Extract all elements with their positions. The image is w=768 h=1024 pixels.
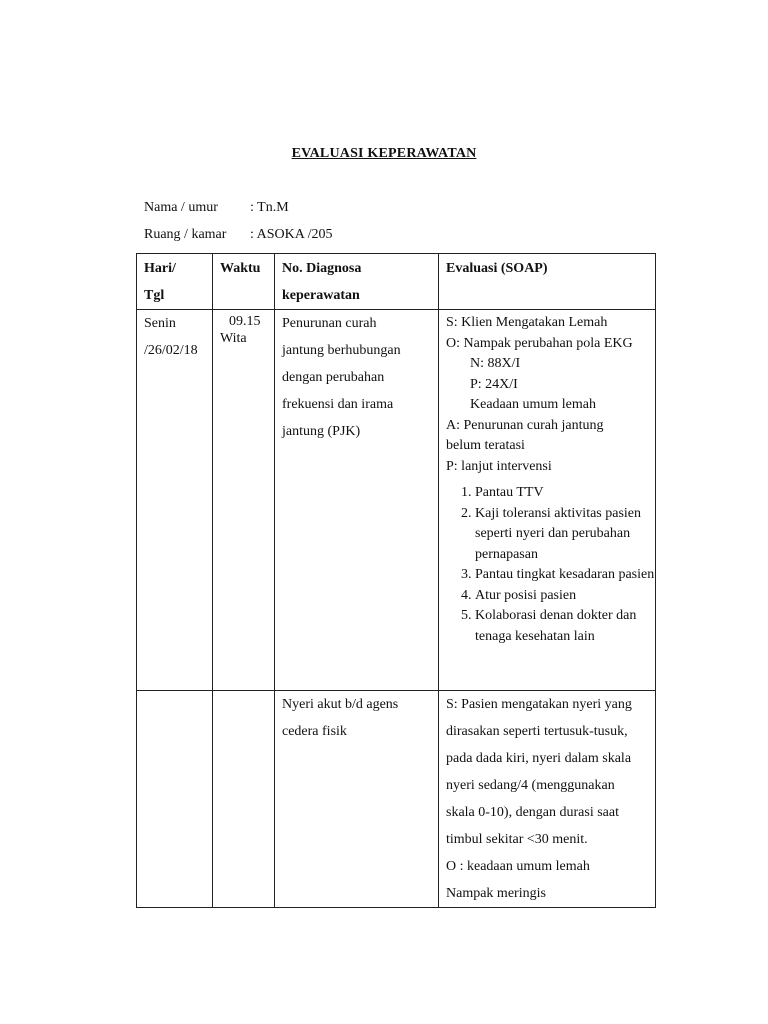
patient-room-line <box>144 227 332 243</box>
patient-name-label: Nama / umur <box>144 200 218 215</box>
row2-soap-line: skala 0-10), dengan durasi saat <box>446 805 619 820</box>
row1-tgl: /26/02/18 <box>144 343 198 358</box>
soap-assessment-cont: belum teratasi <box>446 438 525 453</box>
cell-diagnosa <box>275 691 439 908</box>
header-diagnosa <box>275 254 439 310</box>
row2-diagnosa-line: cedera fisik <box>282 724 347 739</box>
header-diagnosa-line2: keperawatan <box>282 288 360 303</box>
row1-diagnosa-line: dengan perubahan <box>282 370 385 385</box>
row2-soap-line: dirasakan seperti tertusuk-tusuk, <box>446 724 628 739</box>
cell-diagnosa <box>275 310 439 691</box>
row1-diagnosa-line: jantung berhubungan <box>282 343 401 358</box>
soap-objective-nadi: N: 88X/I <box>470 356 521 371</box>
patient-room-label: Ruang / kamar <box>144 227 227 242</box>
row2-soap-line: S: Pasien mengatakan nyeri yang <box>446 697 632 712</box>
soap-assessment: A: Penurunan curah jantung <box>446 417 604 433</box>
table-row <box>137 691 656 908</box>
cell-waktu <box>213 310 275 691</box>
header-hari-line2: Tgl <box>144 288 165 303</box>
header-diagnosa-line1: No. Diagnosa <box>282 261 362 276</box>
patient-name-line <box>144 200 289 216</box>
row2-soap-line: timbul sekitar <30 menit. <box>446 832 588 847</box>
cell-hari-tgl <box>137 310 213 691</box>
row2-soap-line: nyeri sedang/4 (menggunakan <box>446 778 615 793</box>
row2-diagnosa-line: Nyeri akut b/d agens <box>282 697 399 712</box>
header-evaluasi-label: Evaluasi (SOAP) <box>446 261 548 276</box>
cell-evaluasi <box>439 310 656 691</box>
header-evaluasi <box>439 254 656 310</box>
cell-evaluasi <box>439 691 656 908</box>
row2-soap-line: Nampak meringis <box>446 886 546 901</box>
header-waktu <box>213 254 275 310</box>
soap-objective-keadaan: Keadaan umum lemah <box>470 397 596 412</box>
soap-objective-pernapasan: P: 24X/I <box>470 376 518 392</box>
table-row <box>137 310 656 691</box>
cell-waktu-empty <box>213 691 275 908</box>
row1-diagnosa-line: jantung (PJK) <box>282 424 361 439</box>
patient-name-value: : Tn.M <box>250 200 289 215</box>
soap-objective: O: Nampak perubahan pola EKG <box>446 335 633 351</box>
cell-hari-tgl-empty <box>137 691 213 908</box>
row1-waktu-time: 09.15 <box>229 314 261 329</box>
row2-soap-line: O : keadaan umum lemah <box>446 859 590 874</box>
row1-diagnosa-line: Penurunan curah <box>282 316 377 331</box>
plan-item: 4. Atur posisi pasien <box>475 586 655 607</box>
soap-subjective: S: Klien Mengatakan Lemah <box>446 315 608 330</box>
header-hari-tgl <box>137 254 213 310</box>
row1-waktu-zone: Wita <box>220 331 247 346</box>
document-title: EVALUASI KEPERAWATAN <box>291 146 477 161</box>
row2-soap-line: pada dada kiri, nyeri dalam skala <box>446 751 632 766</box>
patient-room-value: : ASOKA /205 <box>250 227 333 242</box>
plan-item: 5. Kolaborasi denan dokter dan tenaga kesehatan lain <box>475 606 655 647</box>
plan-item: 3. Pantau tingkat kesadaran pasien <box>475 565 655 586</box>
plan-item: 2. Kaji toleransi aktivitas pasien seperti nyeri dan perubahan pernapasan <box>475 504 655 566</box>
evaluation-table <box>136 253 656 908</box>
row1-diagnosa-line: frekuensi dan irama <box>282 397 394 412</box>
header-hari-line1: Hari/ <box>144 261 176 276</box>
plan-item: 1. Pantau TTV <box>475 483 655 504</box>
header-waktu-label: Waktu <box>220 261 261 276</box>
table-header-row <box>137 254 656 310</box>
soap-plan: P: lanjut intervensi <box>446 458 552 474</box>
row1-hari: Senin <box>144 316 176 331</box>
plan-list <box>446 483 655 647</box>
